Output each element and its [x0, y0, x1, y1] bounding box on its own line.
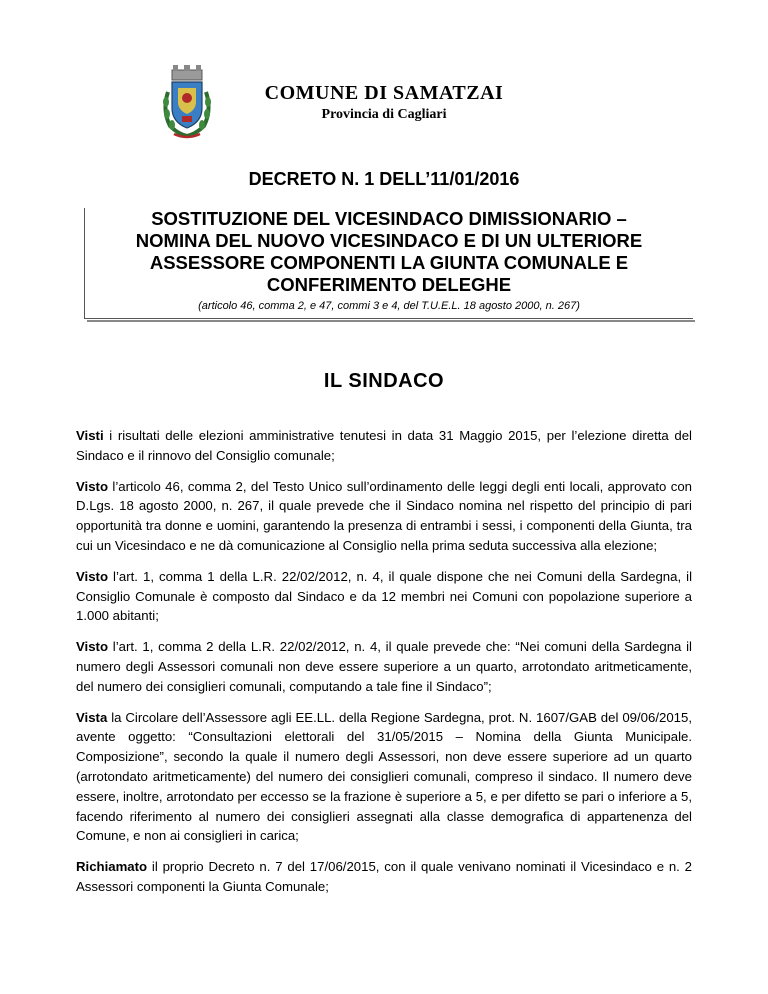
recital-lead: Richiamato	[76, 859, 148, 875]
recital-text: l’art. 1, comma 2 della L.R. 22/02/2012, n. 4, il quale prevede che: “Nei comuni della Sardegna il numero degli Assessori comunali non deve essere superiore a un quarto, arrotondato aritmeticamente, del numero dei consiglieri comunali, computando a tale fine il Sindaco”;	[76, 639, 692, 694]
recital-text: i risultati delle elezioni amministrative tenutesi in data 31 Maggio 2015, per l’elezione diretta del Sindaco e il rinnovo del Consiglio comunale;	[76, 428, 692, 463]
recital-paragraph	[76, 567, 692, 626]
municipality-name: COMUNE DI SAMATZAI	[264, 82, 504, 104]
subject-line: NOMINA DEL NUOVO VICESINDACO E DI UN ULTERIORE	[135, 230, 643, 251]
subject-title	[85, 208, 693, 296]
recital-lead: Visto	[76, 478, 109, 494]
subject-line: CONFERIMENTO DELEGHE	[266, 274, 512, 295]
recital-lead: Visto	[76, 568, 109, 584]
recital-paragraph	[76, 708, 692, 847]
decree-number: DECRETO N. 1 DELL’11/01/2016	[248, 169, 520, 189]
recital-paragraph	[76, 637, 692, 696]
legal-reference-note: (articolo 46, comma 2, e 47, commi 3 e 4, del T.U.E.L. 18 agosto 2000, n. 267)	[198, 300, 580, 312]
recital-paragraph	[76, 426, 692, 466]
recital-paragraph	[76, 857, 692, 897]
subject-line: SOSTITUZIONE DEL VICESINDACO DIMISSIONARIO –	[151, 208, 627, 229]
province-name: Provincia di Cagliari	[321, 107, 447, 122]
recital-lead: Visto	[76, 639, 109, 655]
recital-paragraph	[76, 477, 692, 556]
subject-line: ASSESSORE COMPONENTI LA GIUNTA COMUNALE E	[149, 252, 629, 273]
recital-text: il proprio Decreto n. 7 del 17/06/2015, con il quale venivano nominati il Vicesindaco e n. 2 Assessori componenti la Giunta Comunale;	[76, 859, 692, 894]
recital-text: l’articolo 46, comma 2, del Testo Unico sull’ordinamento delle leggi degli enti locali, approvato con D.Lgs. 18 agosto 2000, n. 267, il quale prevede che il Sindaco nomina nel rispetto del principio di pari opportunità tra donne e uomini, garantendo la presenza di entrambi i sessi, i componenti della Giunta, tra cui un Vicesindaco e ne dà comunicazione al Consiglio nella prima seduta successiva alla elezione;	[76, 478, 692, 553]
subject-box	[84, 208, 693, 319]
section-heading: IL SINDACO	[323, 370, 445, 392]
recital-text: la Circolare dell’Assessore agli EE.LL. della Regione Sardegna, prot. N. 1607/GAB del 09/06/2015, avente oggetto: “Consultazioni elettorali del 31/05/2015 – Nomina della Giunta Municipale. Composizione”, secondo la quale il numero degli Assessori, non deve essere superiore ad un quarto (arrotondato aritmeticamente) del numero dei consiglieri comunali, compreso il sindaco. Il numero deve essere, inoltre, arrotondato per eccesso se la frazione è superiore a 5, e per difetto se pari o inferiore a 5, facendo riferimento al numero dei consiglieri assegnati alla classe demografica di appartenenza del Comune, e non ai consiglieri in carica;	[76, 709, 692, 844]
document-body	[76, 426, 692, 908]
recital-lead: Vista	[76, 709, 108, 725]
recital-text: l’art. 1, comma 1 della L.R. 22/02/2012, n. 4, il quale dispone che nei Comuni della Sardegna, il Consiglio Comunale è composto dal Sindaco e da 12 membri nei Comuni con popolazione superiore a 1.000 abitanti;	[76, 568, 692, 624]
recital-lead: Visti	[76, 428, 104, 443]
